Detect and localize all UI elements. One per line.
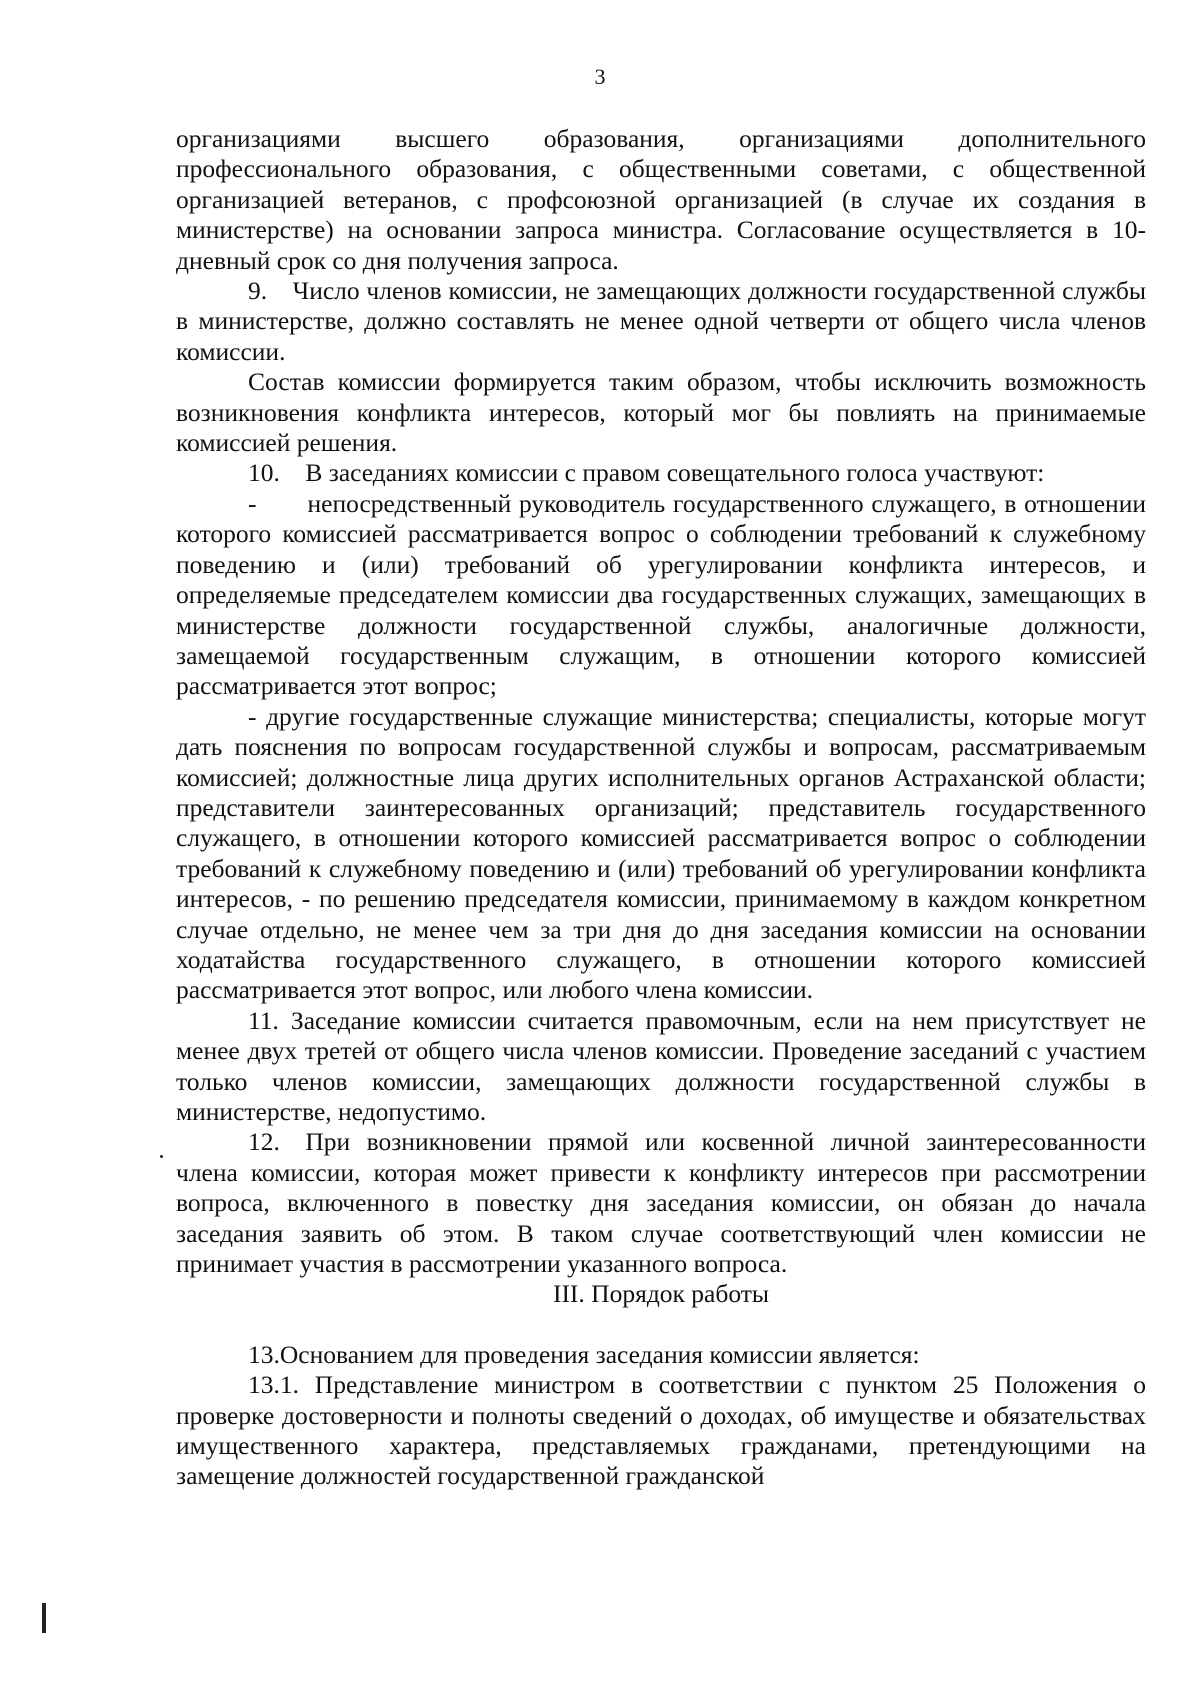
paragraph-item-11: 11. Заседание комиссии считается правомочным, если на нем присутствует не менее двух третей от общего числа членов комиссии. Проведение заседаний с участием только членов комиссии, замещающих должности государственной службы в министерстве, недопустимо. bbox=[176, 1005, 1146, 1126]
paragraph-continuation: организациями высшего образования, организациями дополнительного профессионального образования, с общественными советами, с общественной организацией ветеранов, с профсоюзной организацией (в случае их создания в министерстве) на основании запроса министра. Согласование осуществляется в 10-дневный срок со дня получения запроса. bbox=[176, 124, 1146, 275]
document-body bbox=[176, 124, 1146, 1492]
scan-dot-mark bbox=[160, 1155, 163, 1158]
paragraph-item-10-second-dash: - другие государственные служащие министерства; специалисты, которые могут дать пояснения по вопросам государственной службы и вопросам, рассматриваемым комиссией; должностные лица других исполнительных органов Астраханской области; представители заинтересованных организаций; представитель государственного служащего, в отношении которого комиссией рассматривается вопрос о соблюдении требований к служебному поведению и (или) требований об урегулировании конфликта интересов, - по решению председателя комиссии, принимаемому в каждом конкретном случае отдельно, не менее чем за три дня до дня заседания комиссии на основании ходатайства государственного служащего, в отношении которого комиссией рассматривается этот вопрос, или любого члена комиссии. bbox=[176, 701, 1146, 1005]
paragraph-item-12: 12. При возникновении прямой или косвенной личной заинтересованности члена комиссии, которая может привести к конфликту интересов при рассмотрении вопроса, включенного в повестку дня заседания комиссии, он обязан до начала заседания заявить об этом. В таком случае соответствующий член комиссии не принимает участия в рассмотрении указанного вопроса. bbox=[176, 1127, 1146, 1279]
page-number: 3 bbox=[594, 64, 606, 89]
scan-edge-mark bbox=[42, 1603, 46, 1633]
paragraph-item-13-1: 13.1. Представление министром в соответствии с пунктом 25 Положения о проверке достоверности и полноты сведений о доходах, об имуществе и обязательствах имущественного характера, представляемых гражданами, претендующими на замещение должностей государственной гражданской bbox=[176, 1370, 1146, 1491]
paragraph-item-10: 10. В заседаниях комиссии с правом совещательного голоса участвуют: bbox=[248, 458, 1045, 488]
paragraph-commission-composition: Состав комиссии формируется таким образом, чтобы исключить возможность возникновения конфликта интересов, который мог бы повлиять на принимаемые комиссией решения. bbox=[176, 367, 1146, 458]
paragraph-item-13: 13.Основанием для проведения заседания комиссии является: bbox=[248, 1339, 920, 1369]
paragraph-item-10-first-dash: - непосредственный руководитель государственного служащего, в отношении которого комиссией рассматривается вопрос о соблюдении требований к служебному поведению и (или) требований об урегулировании конфликта интересов, и определяемые председателем комиссии два государственных служащих, замещающих в министерстве должности государственной службы, аналогичные должности, замещаемой государственным служащим, в отношении которого комиссией рассматривается этот вопрос; bbox=[176, 488, 1146, 701]
paragraph-item-9: 9. Число членов комиссии, не замещающих должности государственной службы в министерстве, должно составлять не менее одной четверти от общего числа членов комиссии. bbox=[176, 276, 1146, 366]
section-heading: III. Порядок работы bbox=[552, 1279, 770, 1309]
